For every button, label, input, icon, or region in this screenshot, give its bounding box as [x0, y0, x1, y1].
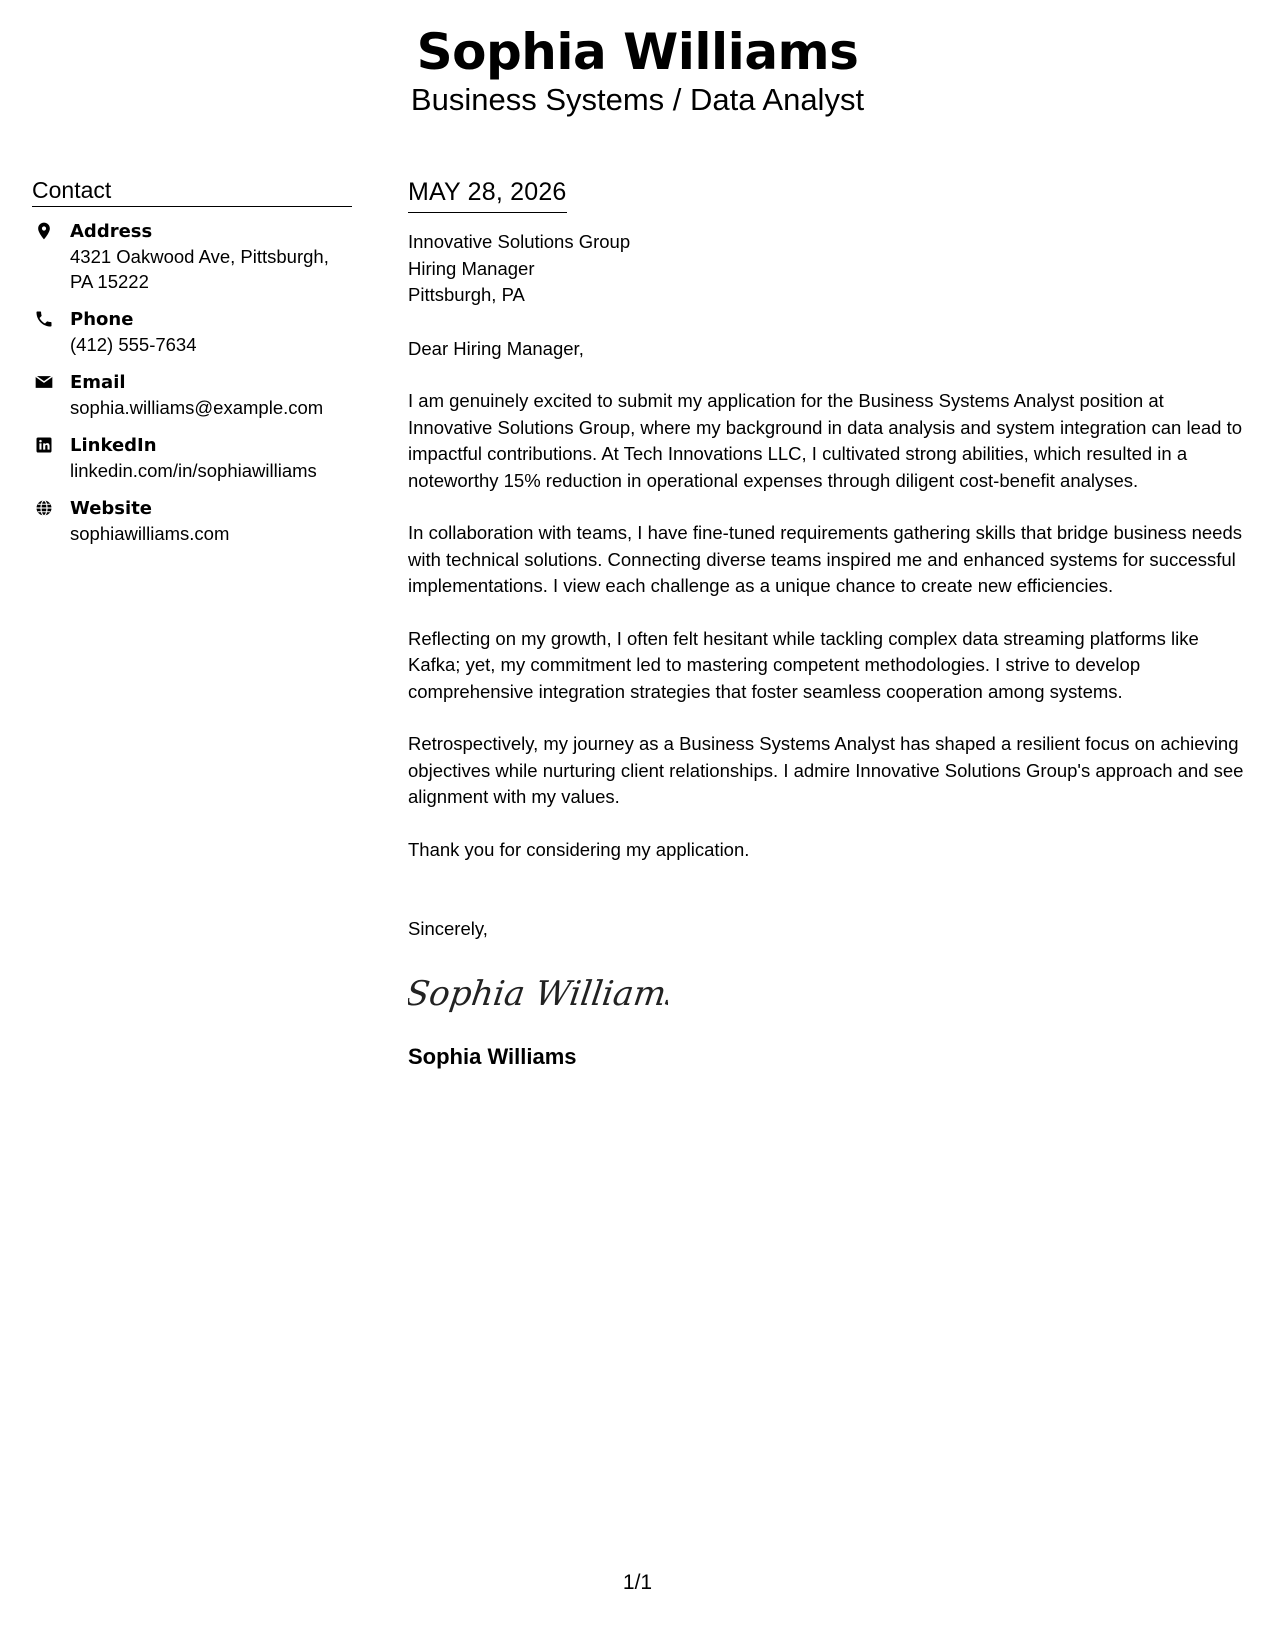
map-pin-icon [34, 221, 54, 241]
contact-label: Phone [70, 309, 134, 330]
applicant-name: Sophia Williams [416, 23, 859, 81]
paragraph: I am genuinely excited to submit my application for the Business Systems Analyst position at Innovative Solutions Group, where my background in data analysis and system integration can lead to impactful contributions. At Tech Innovations LLC, I cultivated strong abilities, which resulted in a noteworthy 15% reduction in operational expenses through diligent cost-benefit analyses. [408, 390, 1243, 491]
contact-item-address [32, 219, 352, 294]
signer-name: Sophia Williams [408, 1043, 577, 1069]
linkedin-icon [34, 435, 54, 455]
letter-body [408, 176, 1253, 1071]
globe-icon [34, 498, 54, 518]
contact-label: LinkedIn [70, 435, 157, 456]
closing: Sincerely, [408, 918, 488, 939]
paragraph: In collaboration with teams, I have fine-tuned requirements gathering skills that bridge business needs with technical solutions. Connecting diverse teams inspired me and enhanced systems for successful implementations. I view each challenge as a unique chance to create new efficiencies. [408, 522, 1242, 596]
contact-item-linkedin [32, 433, 352, 483]
paragraph: Thank you for considering my application. [408, 838, 750, 860]
contact-item-email [32, 370, 352, 420]
contact-label: Website [70, 498, 153, 519]
paragraph: Retrospectively, my journey as a Business Systems Analyst has shaped a resilient focus on achieving objectives while nurturing client relationships. I admire Innovative Solutions Group's approach and see alignment with my values. [408, 733, 1244, 807]
linkedin-value[interactable]: linkedin.com/in/sophiawilliams [70, 460, 317, 481]
contact-label: Address [70, 221, 153, 242]
page-number: 1/1 [622, 1571, 653, 1594]
contact-sidebar [32, 176, 352, 559]
paragraph: Reflecting on my growth, I often felt hesitant while tackling complex data streaming platforms like Kafka; yet, my commitment led to mastering competent methodologies. I strive to develop comprehensive integration strategies that foster seamless cooperation among systems. [408, 627, 1199, 702]
email-value[interactable]: sophia.williams@example.com [70, 397, 324, 418]
applicant-title: Business Systems / Data Analyst [410, 82, 865, 117]
handwritten-signature [408, 967, 668, 1019]
contact-heading: Contact [32, 176, 352, 207]
recipient-block [408, 229, 1253, 309]
contact-item-website [32, 496, 352, 546]
recipient-location: Pittsburgh, PA [408, 284, 525, 305]
salutation: Dear Hiring Manager, [408, 337, 584, 359]
recipient-role: Hiring Manager [408, 257, 535, 279]
recipient-company: Innovative Solutions Group [408, 231, 631, 252]
letter-date: MAY 28, 2026 [408, 176, 567, 213]
website-value[interactable]: sophiawilliams.com [70, 523, 230, 544]
contact-list [32, 219, 352, 546]
phone-value: (412) 555-7634 [70, 334, 197, 355]
contact-item-phone [32, 307, 352, 357]
contact-label: Email [70, 372, 126, 393]
phone-icon [34, 309, 54, 329]
signature-text: Sophia Williams [408, 973, 668, 1014]
address-value: 4321 Oakwood Ave, Pittsburgh, PA 15222 [70, 246, 329, 292]
letter-header [0, 22, 1275, 118]
envelope-icon [34, 372, 54, 392]
